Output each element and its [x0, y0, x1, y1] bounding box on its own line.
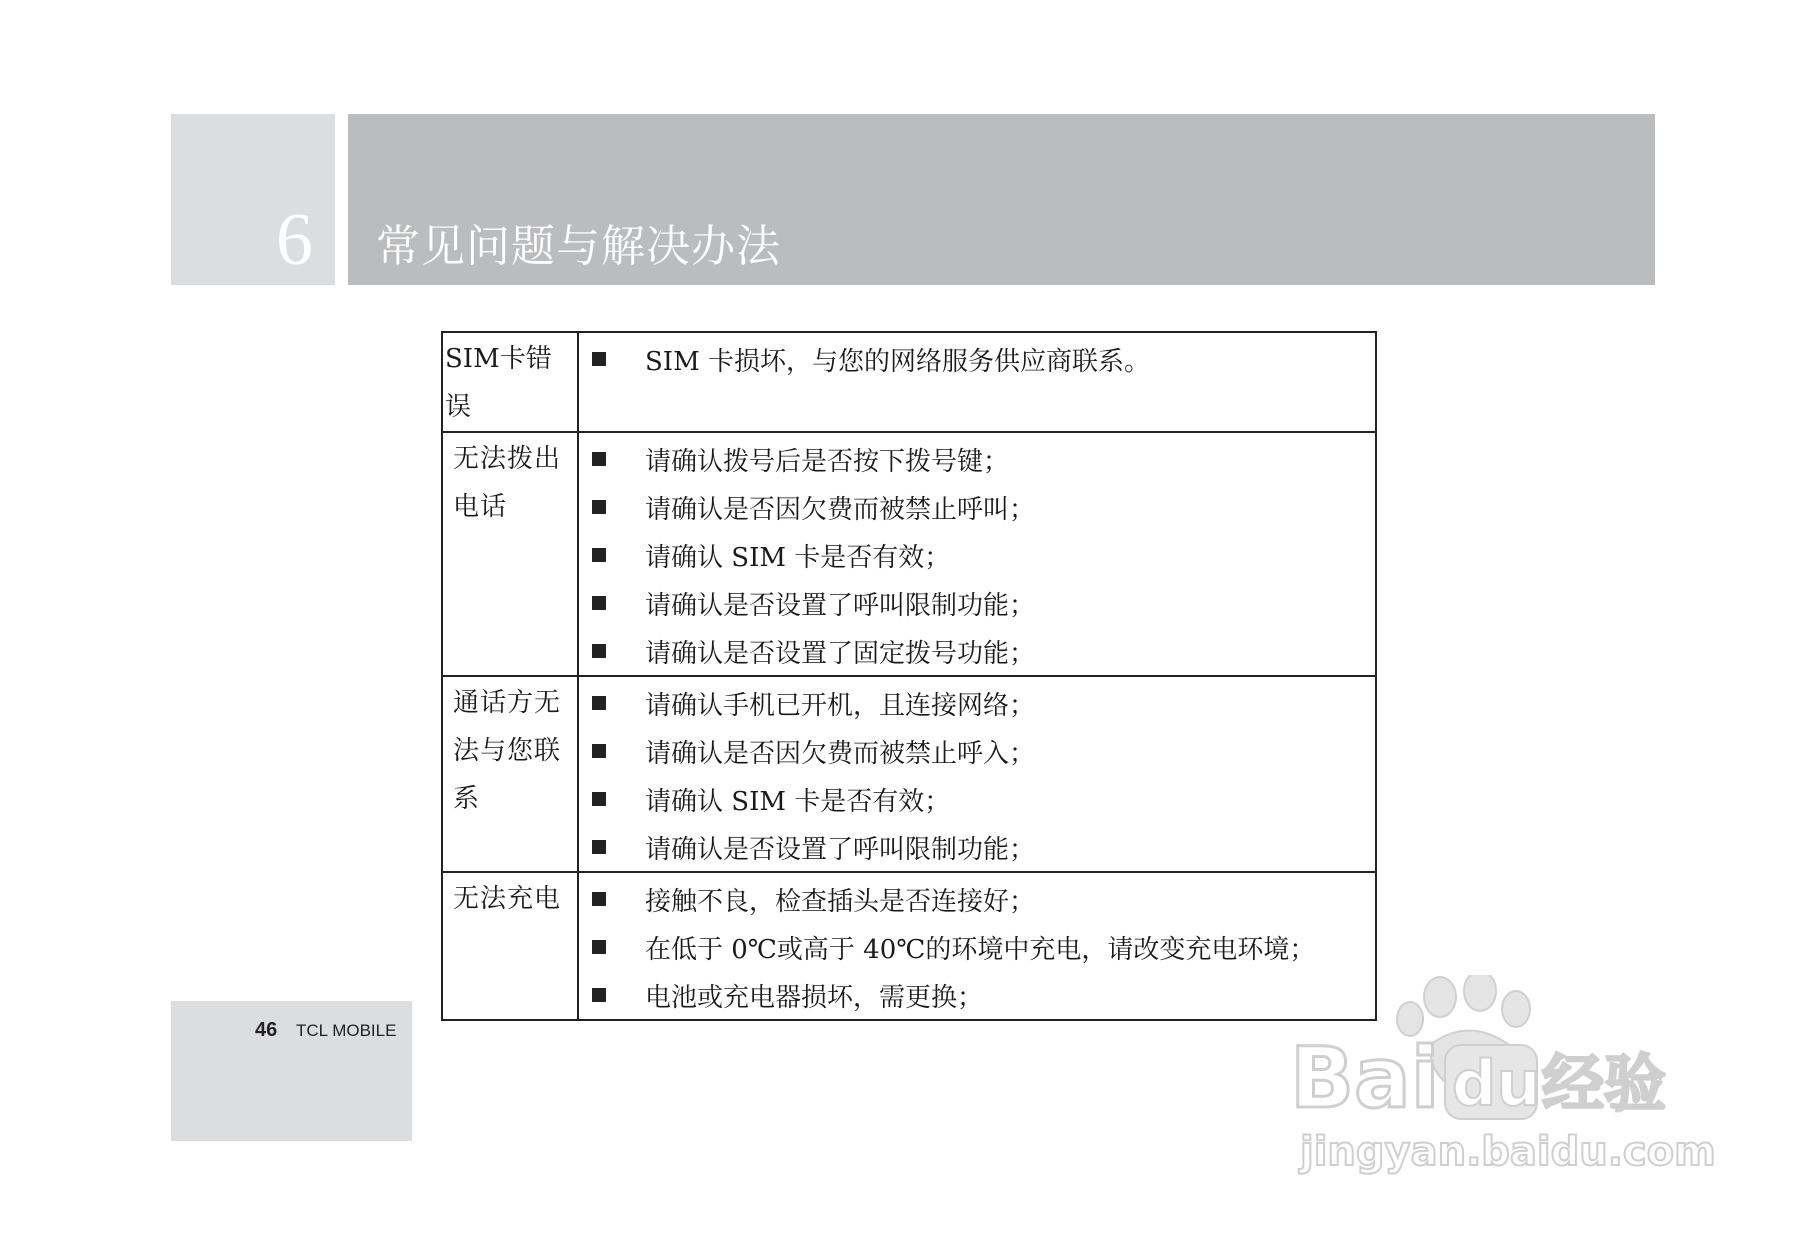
- problem-label: 无法充电: [453, 884, 562, 914]
- solution-text: 请确认是否因欠费而被禁止呼入；: [645, 738, 1036, 769]
- list-item: [579, 335, 1375, 383]
- problem-cell: [442, 872, 578, 1020]
- troubleshooting-table: [441, 331, 1377, 1021]
- chapter-number-box: [171, 114, 335, 285]
- solution-text: 请确认是否设置了固定拨号功能；: [645, 638, 1036, 669]
- solution-text: SIM 卡损坏，与您的网络服务供应商联系。: [645, 346, 1150, 377]
- list-item: [579, 823, 1375, 871]
- problem-label: SIM卡错误: [445, 344, 552, 422]
- watermark-logo-text: Bai: [1290, 1029, 1440, 1127]
- solution-text: 请确认 SIM 卡是否有效；: [645, 542, 951, 573]
- square-bullet-icon: [592, 644, 606, 658]
- list-item: [579, 435, 1375, 483]
- solution-text: 在低于 0℃或高于 40℃的环境中充电，请改变充电环境；: [645, 934, 1316, 965]
- table-row: [442, 676, 1376, 872]
- page-number: 46: [255, 1019, 278, 1041]
- square-bullet-icon: [592, 940, 606, 954]
- square-bullet-icon: [592, 352, 606, 366]
- solution-text: 请确认 SIM 卡是否有效；: [645, 786, 951, 817]
- square-bullet-icon: [592, 892, 606, 906]
- square-bullet-icon: [592, 744, 606, 758]
- svg-text:经验: 经验: [1542, 1047, 1667, 1120]
- table-row: [442, 872, 1376, 1020]
- square-bullet-icon: [592, 696, 606, 710]
- problem-label: 无法拨出 电话: [453, 444, 562, 522]
- solution-text: 请确认是否因欠费而被禁止呼叫；: [645, 494, 1036, 525]
- page-footer: [171, 1001, 412, 1141]
- problem-label: 通话方无 法与您联 系: [453, 688, 562, 814]
- chapter-number: 6: [276, 199, 313, 281]
- solution-text: 电池或充电器损坏，需更换；: [645, 982, 984, 1013]
- table-row: [442, 432, 1376, 676]
- solutions-cell: [578, 872, 1376, 1020]
- list-item: [579, 727, 1375, 775]
- list-item: [579, 627, 1375, 675]
- list-item: [579, 775, 1375, 823]
- square-bullet-icon: [592, 548, 606, 562]
- list-item: [579, 579, 1375, 627]
- solution-text: 请确认是否设置了呼叫限制功能；: [645, 590, 1036, 621]
- square-bullet-icon: [592, 988, 606, 1002]
- problem-cell: [442, 432, 578, 676]
- square-bullet-icon: [592, 840, 606, 854]
- square-bullet-icon: [592, 792, 606, 806]
- square-bullet-icon: [592, 596, 606, 610]
- solution-text: 请确认手机已开机，且连接网络；: [645, 690, 1036, 721]
- problem-cell: [442, 676, 578, 872]
- footer-brand: TCL MOBILE: [296, 1021, 397, 1040]
- solutions-cell: [578, 432, 1376, 676]
- chapter-title: 常见问题与解决办法: [376, 221, 781, 272]
- chapter-title-bar: [348, 114, 1655, 285]
- solutions-cell: [578, 676, 1376, 872]
- baidu-jingyan-watermark: [1280, 975, 1720, 1195]
- solutions-cell: [578, 332, 1376, 432]
- list-item: [579, 971, 1375, 1019]
- problem-cell: [442, 332, 578, 432]
- list-item: [579, 483, 1375, 531]
- solution-text: 请确认拨号后是否按下拨号键；: [645, 446, 1010, 477]
- list-item: [579, 679, 1375, 727]
- table-row: [442, 332, 1376, 432]
- solution-text: 接触不良，检查插头是否连接好；: [645, 886, 1036, 917]
- watermark-url: jingyan.baidu.com: [1300, 1129, 1716, 1175]
- square-bullet-icon: [592, 452, 606, 466]
- square-bullet-icon: [592, 500, 606, 514]
- svg-text:du: du: [1452, 1047, 1541, 1120]
- solution-text: 请确认是否设置了呼叫限制功能；: [645, 834, 1036, 865]
- list-item: [579, 531, 1375, 579]
- list-item: [579, 875, 1375, 923]
- list-item: [579, 923, 1375, 971]
